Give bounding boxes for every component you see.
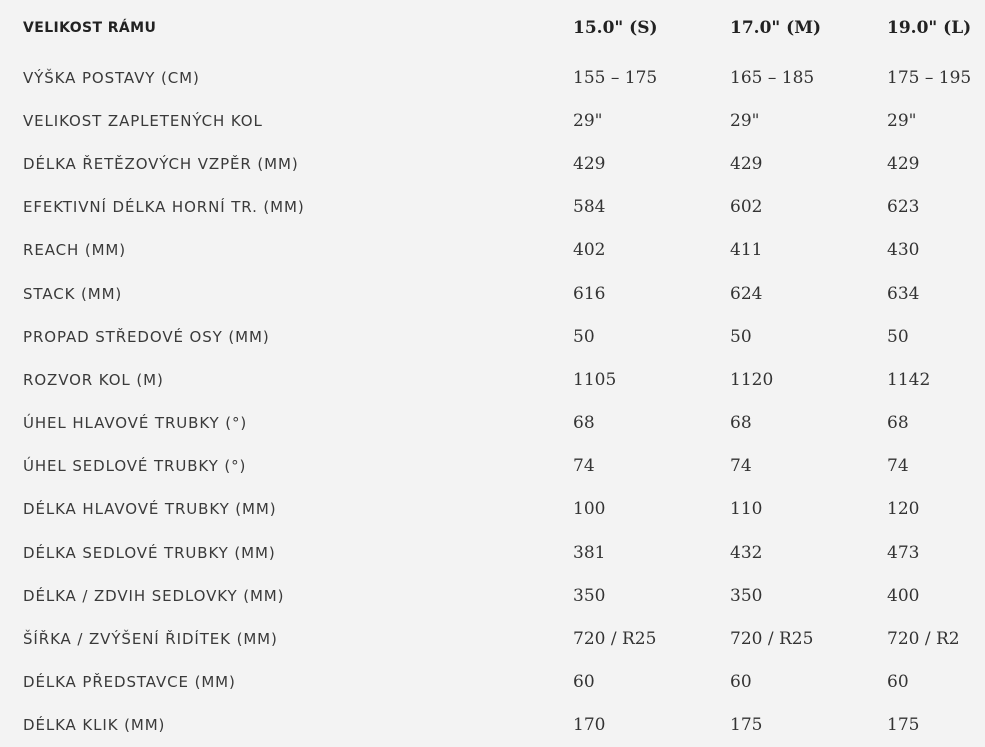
value-cell-m: 50 <box>730 326 752 347</box>
value-cell-m: 624 <box>730 283 763 304</box>
value-cell-s: 429 <box>573 153 606 174</box>
value-cell-s: 616 <box>573 283 606 304</box>
value-cell-m: 74 <box>730 456 752 477</box>
row-label: ROZVOR KOL (M) <box>23 370 164 389</box>
row-label: STACK (MM) <box>23 284 123 303</box>
value-cell-l: 29" <box>887 110 917 131</box>
row-label: DÉLKA SEDLOVÉ TRUBKY (MM) <box>23 543 276 562</box>
row-label: DÉLKA ŘETĚZOVÝCH VZPĚR (MM) <box>23 154 299 173</box>
table-row <box>0 704 985 747</box>
value-cell-s: 1105 <box>573 369 617 390</box>
value-cell-s: 350 <box>573 585 606 606</box>
value-cell-l: 720 / R2 <box>887 629 960 650</box>
table-row <box>0 99 985 142</box>
value-cell-m: 432 <box>730 542 763 563</box>
row-label: ŠÍŘKA / ZVÝŠENÍ ŘIDÍTEK (MM) <box>23 630 278 649</box>
table-row <box>0 56 985 99</box>
row-label: VELIKOST ZAPLETENÝCH KOL <box>23 111 263 130</box>
table-row <box>0 574 985 617</box>
size-header-l: 19.0" (L) <box>887 18 972 38</box>
table-row <box>0 358 985 401</box>
value-cell-m: 1120 <box>730 369 774 390</box>
table-row <box>0 445 985 488</box>
value-cell-s: 584 <box>573 197 606 218</box>
size-header-m: 17.0" (M) <box>730 18 822 38</box>
value-cell-l: 429 <box>887 153 920 174</box>
row-label: DÉLKA / ZDVIH SEDLOVKY (MM) <box>23 586 285 605</box>
row-label: DÉLKA PŘEDSTAVCE (MM) <box>23 673 236 692</box>
value-cell-s: 170 <box>573 715 606 736</box>
table-row <box>0 488 985 531</box>
value-cell-l: 175 – 195 <box>887 67 972 88</box>
size-header-s: 15.0" (S) <box>573 18 658 38</box>
value-cell-s: 29" <box>573 110 603 131</box>
value-cell-m: 110 <box>730 499 763 520</box>
value-cell-l: 430 <box>887 240 920 261</box>
value-cell-l: 74 <box>887 456 909 477</box>
value-cell-l: 50 <box>887 326 909 347</box>
table-row <box>0 272 985 315</box>
value-cell-m: 720 / R25 <box>730 629 814 650</box>
value-cell-s: 50 <box>573 326 595 347</box>
value-cell-l: 623 <box>887 197 920 218</box>
row-label: VÝŠKA POSTAVY (CM) <box>23 68 200 87</box>
table-row <box>0 315 985 358</box>
value-cell-m: 29" <box>730 110 760 131</box>
table-row <box>0 186 985 229</box>
value-cell-s: 720 / R25 <box>573 629 657 650</box>
value-cell-m: 411 <box>730 240 763 261</box>
table-row <box>0 531 985 574</box>
value-cell-s: 155 – 175 <box>573 67 658 88</box>
table-row <box>0 402 985 445</box>
value-cell-l: 473 <box>887 542 920 563</box>
value-cell-s: 60 <box>573 672 595 693</box>
table-row <box>0 661 985 704</box>
value-cell-s: 100 <box>573 499 606 520</box>
row-label: ÚHEL SEDLOVÉ TRUBKY (°) <box>23 457 247 476</box>
frame-size-header: VELIKOST RÁMU <box>23 20 157 36</box>
value-cell-l: 1142 <box>887 369 931 390</box>
value-cell-l: 175 <box>887 715 920 736</box>
table-row <box>0 617 985 660</box>
value-cell-m: 429 <box>730 153 763 174</box>
value-cell-l: 68 <box>887 413 909 434</box>
table-row <box>0 142 985 185</box>
value-cell-m: 68 <box>730 413 752 434</box>
row-label: REACH (MM) <box>23 241 127 260</box>
value-cell-s: 381 <box>573 542 606 563</box>
value-cell-l: 400 <box>887 585 920 606</box>
value-cell-s: 74 <box>573 456 595 477</box>
value-cell-m: 165 – 185 <box>730 67 815 88</box>
value-cell-s: 402 <box>573 240 606 261</box>
row-label: DÉLKA KLIK (MM) <box>23 716 166 735</box>
value-cell-l: 634 <box>887 283 920 304</box>
value-cell-m: 175 <box>730 715 763 736</box>
row-label: PROPAD STŘEDOVÉ OSY (MM) <box>23 327 270 346</box>
value-cell-m: 60 <box>730 672 752 693</box>
row-label: EFEKTIVNÍ DÉLKA HORNÍ TR. (MM) <box>23 198 305 217</box>
value-cell-s: 68 <box>573 413 595 434</box>
table-header-row <box>0 0 985 56</box>
table-row <box>0 229 985 272</box>
value-cell-m: 350 <box>730 585 763 606</box>
value-cell-l: 60 <box>887 672 909 693</box>
row-label: DÉLKA HLAVOVÉ TRUBKY (MM) <box>23 500 277 519</box>
value-cell-m: 602 <box>730 197 763 218</box>
value-cell-l: 120 <box>887 499 920 520</box>
row-label: ÚHEL HLAVOVÉ TRUBKY (°) <box>23 414 248 433</box>
